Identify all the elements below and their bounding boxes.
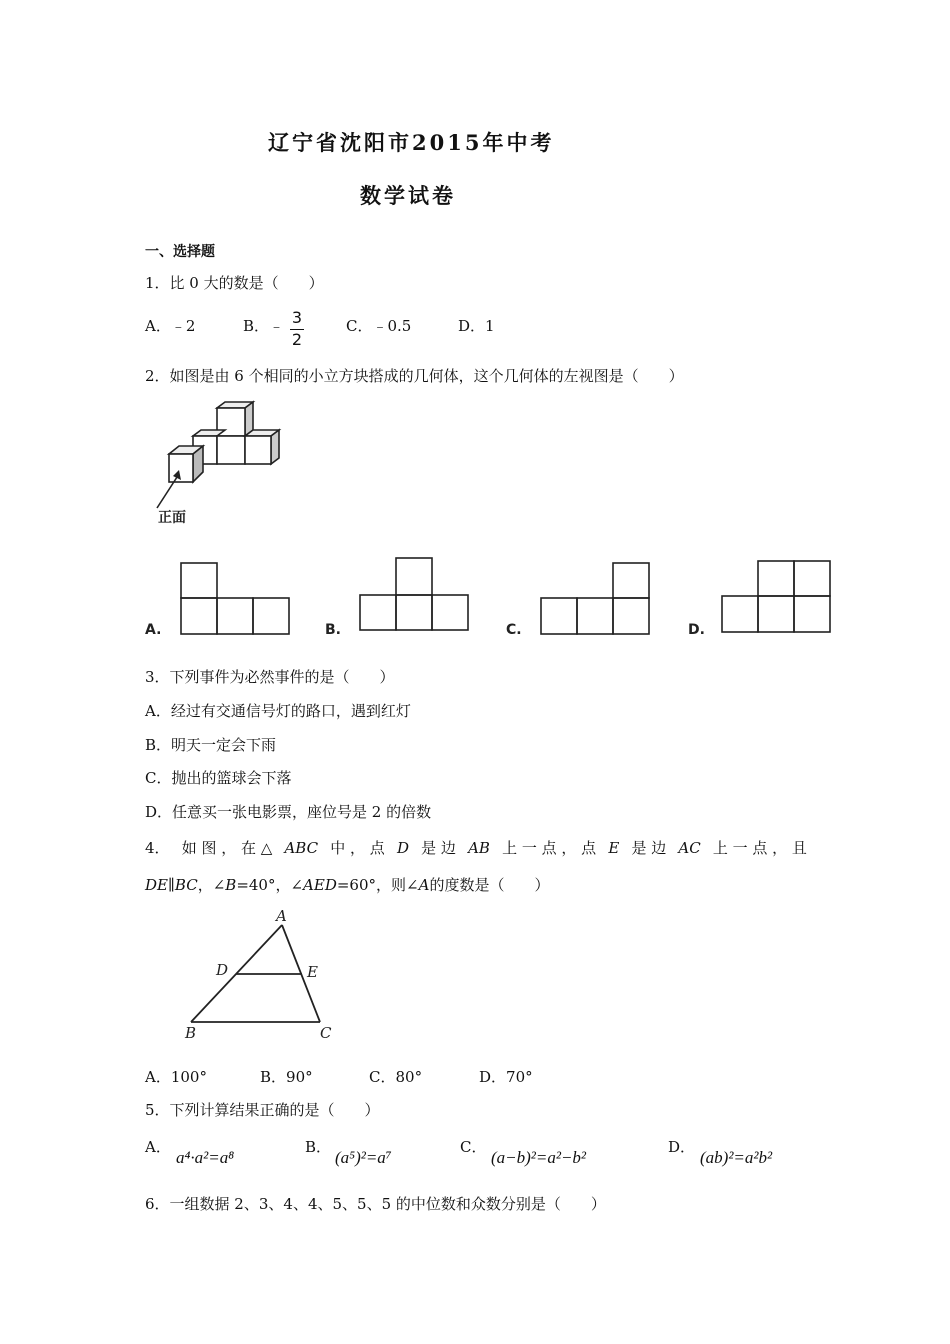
front-arrow — [157, 474, 179, 508]
q4-60-text: =60°，则∠ — [336, 876, 419, 894]
q4-text-5: 是 边 — [631, 839, 667, 857]
q4-a: A — [418, 876, 430, 894]
q2-option-a-label: A. — [145, 622, 162, 638]
q5-option-a-label: A． — [145, 1138, 171, 1156]
q4-side-ac: AC — [678, 839, 701, 857]
q4-text-1: 如 图 ， 在 △ — [181, 839, 273, 857]
section-heading: 一、选择题 — [145, 244, 215, 260]
q3-option-b: B．明天一定会下雨 — [145, 736, 277, 754]
q2-option-a-figure — [180, 562, 292, 636]
q4-option-a: A．100° — [145, 1068, 207, 1086]
title-line1: 辽宁省沈阳市2015年中考 — [268, 130, 555, 155]
q2-option-d-figure — [721, 560, 833, 634]
q1-option-b-fraction — [289, 310, 305, 350]
q4-angle-b-text: ，∠ — [197, 876, 226, 894]
q5-option-c-expr: (a−b)²=a²−b² — [491, 1148, 587, 1167]
q4-b: B — [225, 876, 237, 894]
q1-option-b-prefix: B．﹣ — [243, 317, 285, 335]
q5-option-a-expr: a⁴·a²=a⁸ — [176, 1148, 235, 1167]
q4-end-text: 的度数是（ ） — [429, 876, 550, 894]
fraction-numerator: 3 — [291, 308, 303, 327]
q4-stem-line2 — [145, 876, 549, 894]
q4-number: 4． — [145, 839, 170, 857]
q5-option-b-expr: (a⁵)²=a⁷ — [335, 1148, 392, 1167]
q4-option-c: C．80° — [369, 1068, 423, 1086]
label-c: C — [320, 1024, 332, 1040]
q2-stem: 2．如图是由 6 个相同的小立方块搭成的几何体，这个几何体的左视图是（ ） — [145, 367, 684, 385]
q4-option-b: B．90° — [260, 1068, 313, 1086]
title-line2: 数学试卷 — [360, 183, 456, 208]
q4-de: DE — [145, 876, 168, 894]
q4-option-d: D．70° — [479, 1068, 533, 1086]
label-e: E — [307, 963, 318, 981]
label-d: D — [216, 961, 229, 979]
q4-40-text: =40°，∠ — [236, 876, 304, 894]
q2-option-b-figure — [359, 557, 471, 633]
q2-front-label: 正面 — [158, 510, 186, 526]
q5-option-b-label: B． — [305, 1138, 332, 1156]
q3-stem: 3．下列事件为必然事件的是（ ） — [145, 668, 395, 686]
q2-option-c-label: C. — [506, 622, 522, 638]
q1-stem: 1．比 0 大的数是（ ） — [145, 274, 324, 292]
q4-triangle-abc: ABC — [284, 839, 319, 857]
q5-option-d-expr: (ab)²=a²b² — [700, 1148, 773, 1167]
q5-option-d-label: D． — [668, 1138, 696, 1156]
q4-side-ab: AB — [468, 839, 490, 857]
q4-aed: AED — [303, 876, 337, 894]
q3-option-d: D．任意买一张电影票，座位号是 2 的倍数 — [145, 803, 432, 821]
q1-option-d: D．1 — [458, 317, 495, 335]
q1-option-c: C．﹣0.5 — [346, 317, 412, 335]
q4-triangle-figure — [175, 905, 345, 1040]
q2-option-c-figure — [540, 562, 652, 636]
q4-text-6: 上 一 点 ， 且 — [712, 839, 807, 857]
q4-text-3: 是 边 — [421, 839, 456, 857]
q4-point-e: E — [608, 839, 620, 857]
q1-option-a: A．﹣2 — [145, 317, 196, 335]
q4-text-2: 中 ， 点 — [330, 839, 385, 857]
q3-option-a: A．经过有交通信号灯的路口，遇到红灯 — [145, 702, 411, 720]
q3-option-c: C．抛出的篮球会下落 — [145, 769, 292, 787]
q4-bc: BC — [174, 876, 198, 894]
q4-parallel: ∥ — [167, 876, 175, 894]
label-b: B — [185, 1024, 197, 1040]
q4-stem-line1 — [145, 839, 807, 857]
q5-stem: 5．下列计算结果正确的是（ ） — [145, 1101, 380, 1119]
q6-stem: 6．一组数据 2、3、4、4、5、5、5 的中位数和众数分别是（ ） — [145, 1195, 606, 1213]
q2-option-d-label: D. — [688, 622, 705, 638]
q4-text-4: 上 一 点 ， 点 — [502, 839, 597, 857]
label-a: A — [276, 907, 287, 925]
q5-option-c-label: C． — [460, 1138, 487, 1156]
fraction-denominator: 2 — [291, 330, 303, 349]
q2-option-b-label: B. — [325, 622, 341, 638]
q4-point-d: D — [396, 839, 409, 857]
